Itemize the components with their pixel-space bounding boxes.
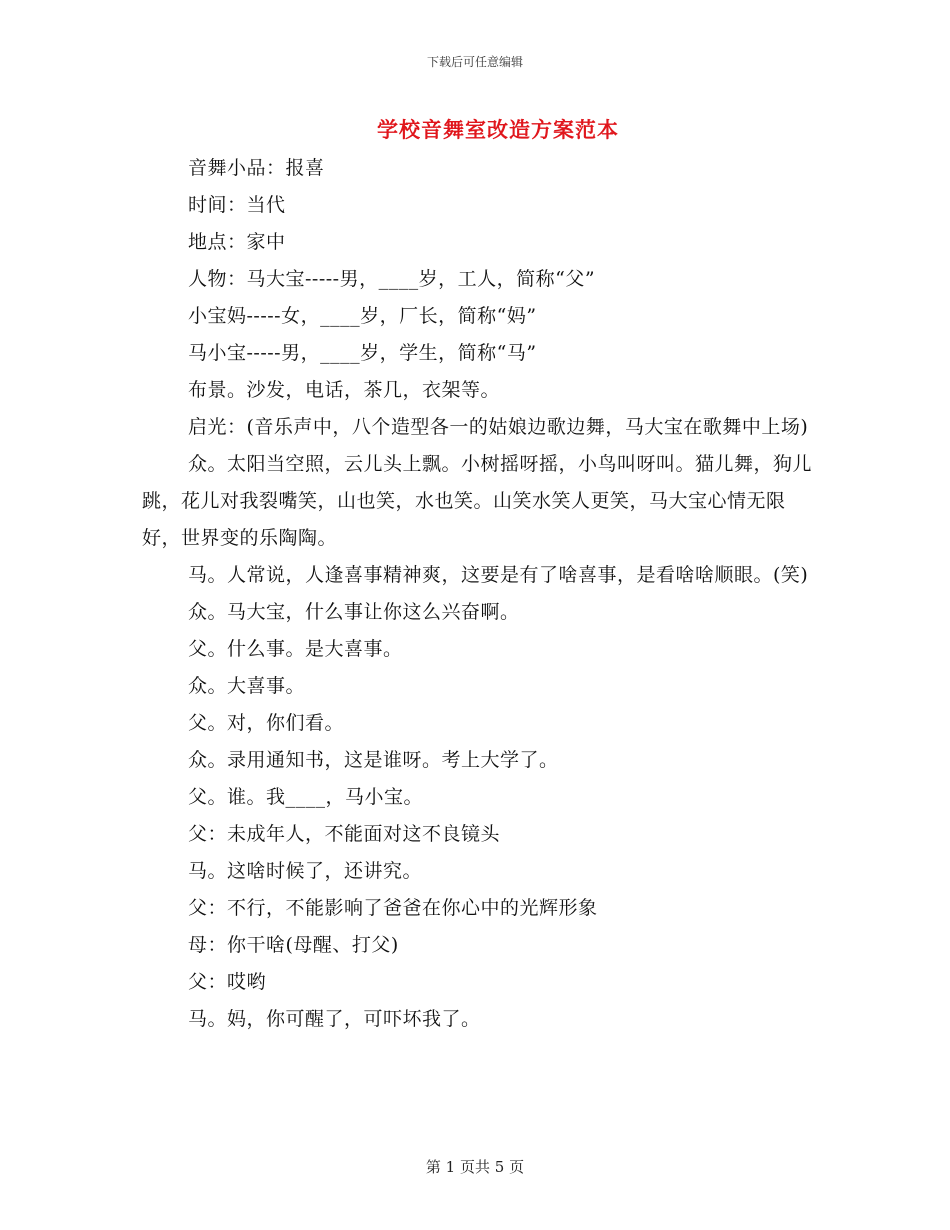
paragraph: 人物：马大宝-----男，____岁，工人，简称“父” [188, 268, 596, 290]
paragraph: 音舞小品：报喜 [188, 157, 325, 179]
paragraph: 马。人常说，人逢喜事精神爽，这要是有了啥喜事，是看啥啥顺眼。(笑) [188, 564, 809, 586]
paragraph: 小宝妈-----女，____岁，厂长，简称“妈” [188, 305, 537, 327]
paragraph: 父。什么事。是大喜事。 [188, 638, 403, 660]
paragraph: 父：不行，不能影响了爸爸在你心中的光辉形象 [188, 897, 598, 919]
header-note: 下载后可任意编辑 [426, 55, 523, 69]
paragraph: 马。这啥时候了，还讲究。 [188, 860, 423, 882]
paragraph: 启光：(音乐声中，八个造型各一的姑娘边歌边舞，马大宝在歌舞中上场) [188, 416, 809, 438]
paragraph: 母：你干啥(母醒、打父) [188, 934, 399, 956]
paragraph: 众。大喜事。 [188, 675, 306, 697]
paragraph: 布景。沙发，电话，茶几，衣架等。 [188, 379, 501, 401]
paragraph: 父。对，你们看。 [188, 712, 345, 734]
document-body [142, 150, 812, 1038]
paragraph: 地点：家中 [188, 231, 286, 253]
page-footer: 第 1 页共 5 页 [425, 1158, 525, 1176]
paragraph: 众。马大宝，什么事让你这么兴奋啊。 [188, 601, 520, 623]
paragraph: 父。谁。我____，马小宝。 [188, 786, 424, 808]
paragraph: 马小宝-----男，____岁，学生，简称“马” [188, 342, 537, 364]
paragraph: 众。录用通知书，这是谁呀。考上大学了。 [188, 749, 559, 771]
paragraph: 时间：当代 [188, 194, 286, 216]
paragraph: 父：未成年人，不能面对这不良镜头 [188, 823, 501, 845]
paragraph: 众。太阳当空照，云儿头上飘。小树摇呀摇，小鸟叫呀叫。猫儿舞，狗儿跳，花儿对我裂嘴笑，山也笑，水也笑。山笑水笑人更笑，马大宝心情无限好，世界变的乐陶陶。 [142, 453, 813, 549]
document-title: 学校音舞室改造方案范本 [377, 117, 619, 142]
paragraph: 父：哎哟 [188, 971, 267, 993]
paragraph: 马。妈，你可醒了，可吓坏我了。 [188, 1008, 481, 1030]
